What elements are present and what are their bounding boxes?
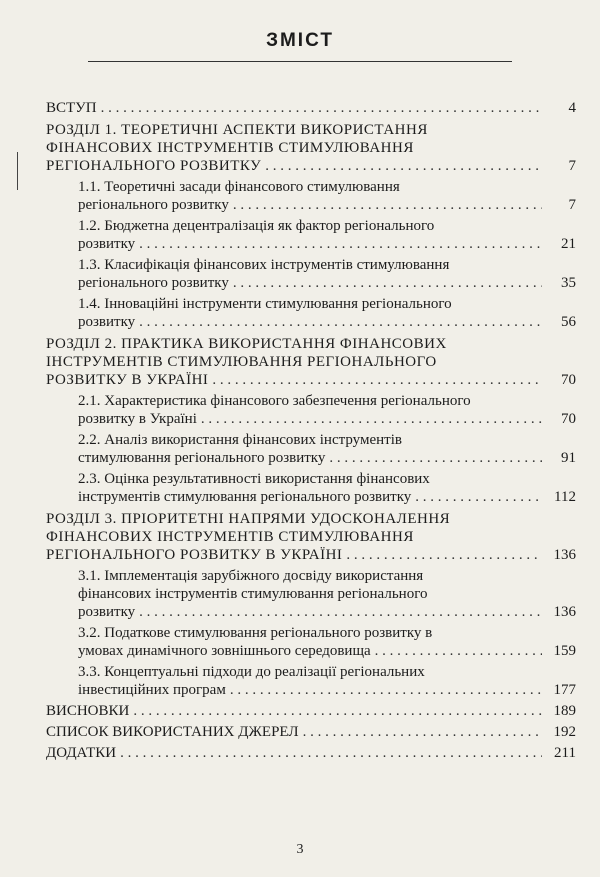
- toc-entry-title: інвестиційних програм: [78, 682, 226, 698]
- toc-entry-row: [78, 681, 576, 699]
- toc-page-number: 177: [553, 682, 576, 698]
- dot-leader: [230, 681, 542, 699]
- toc-entry[interactable]: [46, 723, 576, 741]
- toc-entry[interactable]: [46, 744, 576, 762]
- toc-entry-row: [46, 371, 576, 389]
- toc-entry[interactable]: [78, 178, 576, 214]
- toc-entry[interactable]: [78, 431, 576, 467]
- dot-leader: [101, 99, 542, 117]
- toc-entry-row: [78, 196, 576, 214]
- toc-entry-row: [78, 603, 576, 621]
- toc-entry-title: регіонального розвитку: [78, 275, 229, 291]
- toc-entry-row: [46, 157, 576, 175]
- toc-entry-line: 1.3. Класифікація фінансових інструментів стимулювання: [78, 257, 450, 273]
- toc-entry-line: 1.4. Інноваційні інструменти стимулювання регіонального: [78, 296, 452, 312]
- toc-entry[interactable]: [78, 217, 576, 253]
- toc-title: ЗМІСТ: [266, 30, 334, 51]
- toc-entry-row: [78, 410, 576, 428]
- toc-entry-row: [78, 313, 576, 331]
- toc-page-number: 189: [553, 703, 576, 719]
- dot-leader: [120, 744, 542, 762]
- toc-page-number: 7: [568, 158, 576, 174]
- toc-entry-title: розвитку: [78, 604, 136, 620]
- toc-page-number: 136: [553, 604, 576, 620]
- toc-entry-row: [46, 546, 576, 564]
- dot-leader: [346, 546, 542, 564]
- toc-entry-line: 3.3. Концептуальні підходи до реалізації регіональних: [78, 664, 425, 680]
- toc-entry-line: ІНСТРУМЕНТІВ СТИМУЛЮВАННЯ РЕГІОНАЛЬНОГО: [46, 354, 437, 370]
- toc-entry-row: [78, 642, 576, 660]
- toc-page-number: 211: [554, 745, 576, 761]
- toc-entry-line: 1.2. Бюджетна децентралізація як фактор регіонального: [78, 218, 435, 234]
- toc-entry-line: 1.1. Теоретичні засади фінансового стимулювання: [78, 179, 400, 195]
- toc-entry-title: РОЗВИТКУ В УКРАЇНІ: [46, 372, 209, 388]
- toc-entry-title: ДОДАТКИ: [46, 745, 117, 761]
- margin-mark: [17, 152, 18, 190]
- toc-page-number: 7: [568, 197, 576, 213]
- toc-entry[interactable]: [46, 702, 576, 720]
- toc-entry-title: РЕГІОНАЛЬНОГО РОЗВИТКУ: [46, 158, 262, 174]
- toc-page-number: 4: [568, 100, 576, 116]
- toc-entry[interactable]: [46, 510, 576, 564]
- toc-entry-row: [46, 723, 576, 741]
- toc-page-number: 70: [561, 411, 576, 427]
- dot-leader: [329, 449, 542, 467]
- toc-page-number: 192: [553, 724, 576, 740]
- toc-entry-line: РОЗДІЛ 1. ТЕОРЕТИЧНІ АСПЕКТИ ВИКОРИСТАННЯ: [46, 122, 428, 138]
- dot-leader: [375, 642, 542, 660]
- toc-entry-title: РЕГІОНАЛЬНОГО РОЗВИТКУ В УКРАЇНІ: [46, 547, 343, 563]
- toc-entry-line: РОЗДІЛ 2. ПРАКТИКА ВИКОРИСТАННЯ ФІНАНСОВИХ: [46, 336, 447, 352]
- toc-page-number: 35: [561, 275, 576, 291]
- toc-page-number: 136: [553, 547, 576, 563]
- toc-entry-line: 3.2. Податкове стимулювання регіонального розвитку в: [78, 625, 433, 641]
- toc-entry-row: [78, 235, 576, 253]
- toc-entry[interactable]: [46, 335, 576, 389]
- dot-leader: [139, 313, 542, 331]
- toc-page-number: 159: [553, 643, 576, 659]
- toc-entry[interactable]: [78, 663, 576, 699]
- toc-entry-line: РОЗДІЛ 3. ПРІОРИТЕТНІ НАПРЯМИ УДОСКОНАЛЕННЯ: [46, 511, 451, 527]
- toc-page-number: 21: [561, 236, 576, 252]
- toc-entry[interactable]: [78, 256, 576, 292]
- table-of-contents: [46, 99, 576, 765]
- toc-entry-title: інструментів стимулювання регіонального розвитку: [78, 489, 412, 505]
- toc-entry-row: [78, 488, 576, 506]
- toc-entry-title: розвитку в Україні: [78, 411, 197, 427]
- dot-leader: [139, 235, 542, 253]
- toc-entry[interactable]: [46, 99, 576, 117]
- toc-entry-line: ФІНАНСОВИХ ІНСТРУМЕНТІВ СТИМУЛЮВАННЯ: [46, 140, 414, 156]
- dot-leader: [233, 274, 542, 292]
- toc-entry-row: [46, 744, 576, 762]
- toc-entry-line: 2.1. Характеристика фінансового забезпечення регіонального: [78, 393, 471, 409]
- toc-entry[interactable]: [46, 121, 576, 175]
- toc-entry[interactable]: [78, 624, 576, 660]
- toc-entry-title: стимулювання регіонального розвитку: [78, 450, 326, 466]
- toc-entry[interactable]: [78, 470, 576, 506]
- toc-entry-line: 2.2. Аналіз використання фінансових інструментів: [78, 432, 402, 448]
- toc-entry[interactable]: [78, 392, 576, 428]
- toc-entry-row: [46, 702, 576, 720]
- toc-entry-line: фінансових інструментів стимулювання регіонального: [78, 586, 428, 602]
- page-number: 3: [296, 842, 304, 857]
- toc-entry-title: розвитку: [78, 314, 136, 330]
- toc-entry[interactable]: [78, 295, 576, 331]
- toc-entry-title: ВИСНОВКИ: [46, 703, 130, 719]
- dot-leader: [212, 371, 542, 389]
- toc-entry-line: 3.1. Імплементація зарубіжного досвіду використання: [78, 568, 424, 584]
- toc-entry-line: 2.3. Оцінка результативності використання фінансових: [78, 471, 430, 487]
- toc-page-number: 70: [561, 372, 576, 388]
- toc-entry-line: ФІНАНСОВИХ ІНСТРУМЕНТІВ СТИМУЛЮВАННЯ: [46, 529, 414, 545]
- toc-entry-title: ВСТУП: [46, 100, 97, 116]
- toc-entry-row: [78, 274, 576, 292]
- toc-entry[interactable]: [78, 567, 576, 621]
- toc-entry-title: СПИСОК ВИКОРИСТАНИХ ДЖЕРЕЛ: [46, 724, 299, 740]
- title-rule: [88, 61, 512, 62]
- toc-entry-title: умовах динамічного зовнішнього середовища: [78, 643, 371, 659]
- dot-leader: [265, 157, 542, 175]
- toc-page-number: 112: [554, 489, 576, 505]
- toc-page-number: 56: [561, 314, 576, 330]
- dot-leader: [139, 603, 542, 621]
- toc-page-number: 91: [561, 450, 576, 466]
- toc-entry-title: розвитку: [78, 236, 136, 252]
- toc-entry-title: регіонального розвитку: [78, 197, 229, 213]
- dot-leader: [233, 196, 542, 214]
- dot-leader: [303, 723, 542, 741]
- dot-leader: [415, 488, 542, 506]
- toc-entry-row: [78, 449, 576, 467]
- dot-leader: [201, 410, 542, 428]
- dot-leader: [133, 702, 542, 720]
- toc-entry-row: [46, 99, 576, 117]
